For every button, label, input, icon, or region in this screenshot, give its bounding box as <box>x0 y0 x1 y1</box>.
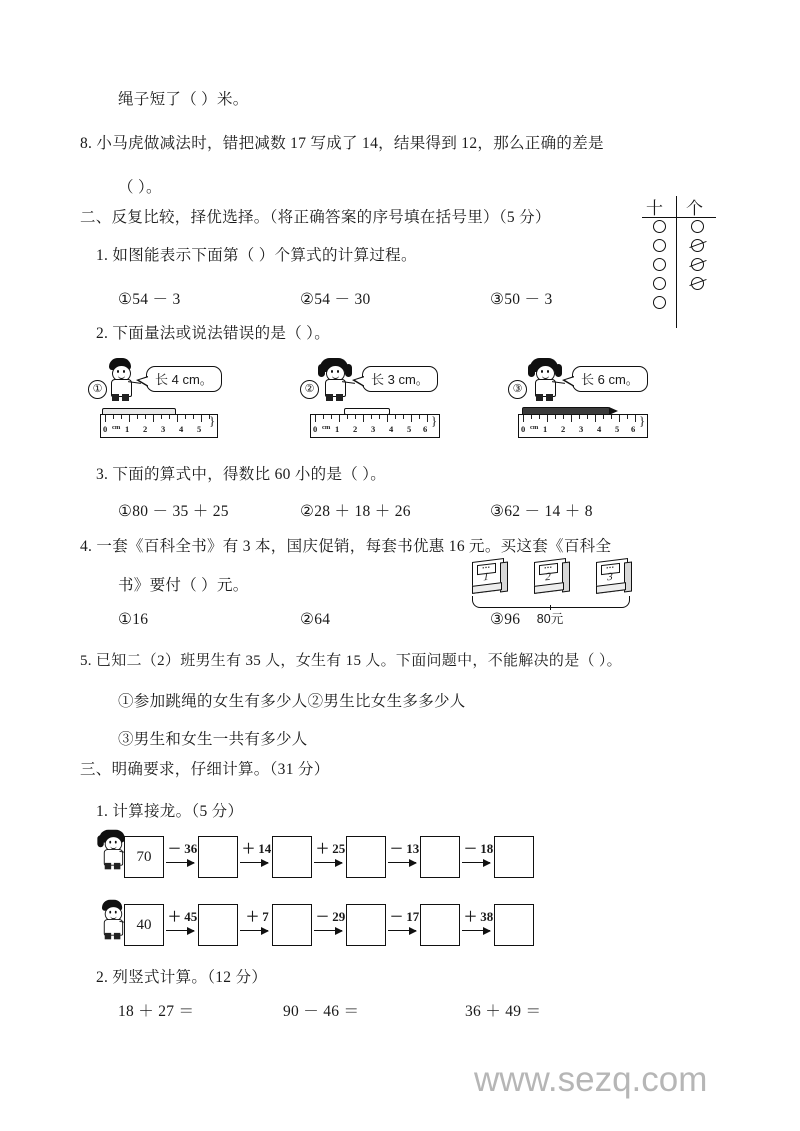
leg-left <box>536 394 543 401</box>
q3-option-1: ①80 － 35 ＋ 25 <box>118 503 229 520</box>
q7-tail-text: 绳子短了（ ）米。 <box>118 91 249 108</box>
tens-circle <box>653 239 666 252</box>
chain-start-box: 40 <box>124 904 164 946</box>
measure-illustration-1 <box>88 352 238 448</box>
ruler-torn-edge-3: } <box>639 416 646 428</box>
q4-stem-line2: 书》要付（ ）元。 <box>118 577 249 594</box>
ruler-label: 3 <box>579 424 584 434</box>
ruler-label: 3 <box>161 424 166 434</box>
ones-header-label: 个 <box>686 199 703 218</box>
place-value-horizontal-rule <box>642 217 716 218</box>
place-value-vertical-rule <box>676 196 677 328</box>
ruler-torn-edge-1: } <box>209 416 216 428</box>
eye-right <box>337 370 340 373</box>
ruler-torn-edge-2: } <box>431 416 438 428</box>
illustration-index-3: ③ <box>508 380 527 399</box>
book-item <box>594 560 630 594</box>
ruler-labels-3 <box>519 424 647 437</box>
ruler-2 <box>310 414 440 438</box>
q4-option-2: ②64 <box>300 611 331 628</box>
chain-operation: ＋ 45 <box>168 909 198 924</box>
chain-operation: － 29 <box>316 909 346 924</box>
book-window: ▪▪▪ <box>539 563 558 575</box>
ruler-label: 2 <box>353 424 358 434</box>
chain-answer-box[interactable] <box>494 836 534 878</box>
chain-arrow <box>314 862 342 863</box>
chain-operation: ＋ 25 <box>316 841 346 856</box>
ruler-ticks-2 <box>311 415 439 424</box>
s3-q2-equation-1: 18 ＋ 27 ＝ <box>118 1003 195 1020</box>
ruler-label: 6 <box>423 424 428 434</box>
book-item <box>532 560 568 594</box>
chain-operation: ＋ 7 <box>246 909 269 924</box>
pigtail-left <box>318 364 325 377</box>
ruler-labels-1 <box>101 424 217 437</box>
calculation-chain-2 <box>124 904 494 948</box>
ruler-label: cm <box>112 424 121 431</box>
chain-operation: － 13 <box>390 841 420 856</box>
chain-operation: ＋ 38 <box>464 909 494 924</box>
pigtail-left <box>528 364 535 377</box>
ruler-label: 4 <box>179 424 184 434</box>
chain-answer-box[interactable] <box>272 836 312 878</box>
q1-stem: 1. 如图能表示下面第（ ）个算式的计算过程。 <box>96 247 417 264</box>
tens-circle <box>653 277 666 290</box>
chain-operation: － 17 <box>390 909 420 924</box>
chain-answer-box[interactable] <box>420 836 460 878</box>
eye-right <box>123 370 126 373</box>
q5-options-line2: ③男生和女生一共有多少人 <box>118 731 308 748</box>
ruler-label: cm <box>322 424 331 431</box>
speech-bubble-2 <box>362 366 438 392</box>
q3-stem: 3. 下面的算式中，得数比 60 小的是（ ）。 <box>96 466 387 483</box>
speech-text-3: 长 6 cm。 <box>581 372 639 387</box>
q1-option-3: ③50 － 3 <box>490 291 553 308</box>
place-value-header <box>642 196 716 218</box>
book-item <box>470 560 506 594</box>
chain-arrow <box>166 930 194 931</box>
q2-stem: 2. 下面量法或说法错误的是（ ）。 <box>96 325 331 342</box>
leg-right <box>114 863 120 869</box>
ruler-label: 0 <box>313 424 318 434</box>
speech-text-2: 长 3 cm。 <box>371 372 429 387</box>
eye-right <box>114 841 116 844</box>
q5-stem: 5. 已知二（2）班男生有 35 人，女生有 15 人。下面问题中，不能解决的是（ ）。 <box>80 653 622 669</box>
chain-answer-box[interactable] <box>198 904 238 946</box>
chain-arrow <box>462 862 490 863</box>
ones-circle-crossed <box>691 277 704 290</box>
calculation-chain-1 <box>124 836 494 880</box>
s3-q2-equation-3: 36 ＋ 49 ＝ <box>465 1003 542 1020</box>
q4-option-3: ③96 <box>490 611 521 628</box>
q1-option-1: ①54 － 3 <box>118 291 181 308</box>
book-window: ▪▪▪ <box>477 563 496 575</box>
illustration-index-1: ① <box>88 380 107 399</box>
ones-circle <box>691 220 704 233</box>
tens-column <box>644 220 674 315</box>
ruler-label: cm <box>530 424 539 431</box>
section-three-heading: 三、明确要求，仔细计算。（31 分） <box>80 761 330 778</box>
ruler-label: 4 <box>597 424 602 434</box>
ruler-ticks-1 <box>101 415 217 424</box>
chain-start-box: 70 <box>124 836 164 878</box>
speech-bubble-1 <box>146 366 222 392</box>
eye-left <box>109 841 111 844</box>
ruler-labels-2 <box>311 424 439 437</box>
chain-arrow <box>166 862 194 863</box>
place-value-table <box>642 196 716 328</box>
ruler-label: 1 <box>125 424 130 434</box>
ruler-label: 0 <box>103 424 108 434</box>
s3-q1-stem: 1. 计算接龙。（5 分） <box>96 803 244 820</box>
eye-right <box>547 370 550 373</box>
ruler-label: 5 <box>407 424 412 434</box>
chain-answer-box[interactable] <box>346 904 386 946</box>
chain-arrow <box>388 930 416 931</box>
q5-options-line1: ①参加跳绳的女生有多少人②男生比女生多多少人 <box>118 693 466 710</box>
measure-illustration-2 <box>300 352 460 448</box>
chain-answer-box[interactable] <box>346 836 386 878</box>
eye-left <box>117 370 120 373</box>
leg-right <box>114 933 120 939</box>
q8-line2: （ ）。 <box>118 179 162 196</box>
q3-option-2: ②28 ＋ 18 ＋ 26 <box>300 503 411 520</box>
chain-arrow <box>240 862 268 863</box>
ruler-1 <box>100 414 218 438</box>
q4-option-1: ①16 <box>118 611 149 628</box>
speech-bubble-3 <box>572 366 648 392</box>
speech-text-1: 长 4 cm。 <box>155 372 213 387</box>
ruler-label: 3 <box>371 424 376 434</box>
ruler-label: 2 <box>561 424 566 434</box>
eye-right <box>114 911 116 914</box>
eye-left <box>541 370 544 373</box>
tens-header-label: 十 <box>646 199 663 218</box>
leg-left <box>105 933 111 939</box>
site-watermark: www.sezq.com <box>474 1060 708 1099</box>
book-window: ▪▪▪ <box>601 563 620 575</box>
q1-option-2: ②54 － 30 <box>300 291 371 308</box>
s3-q2-equation-2: 90 － 46 ＝ <box>283 1003 360 1020</box>
leg-left <box>105 863 111 869</box>
ruler-label: 5 <box>615 424 620 434</box>
ones-circle-crossed <box>691 258 704 271</box>
ruler-label: 6 <box>631 424 636 434</box>
ruler-label: 5 <box>197 424 202 434</box>
tens-circle <box>653 258 666 271</box>
measure-illustration-3 <box>508 352 668 448</box>
ruler-3 <box>518 414 648 438</box>
chain-operation: － 36 <box>168 841 198 856</box>
eye-left <box>331 370 334 373</box>
chain-arrow <box>240 930 268 931</box>
s3-q2-stem: 2. 列竖式计算。（12 分） <box>96 969 268 986</box>
section-two-heading: 二、反复比较，择优选择。（将正确答案的序号填在括号里）（5 分） <box>80 209 551 226</box>
eye-left <box>109 911 111 914</box>
q4-stem-line1: 4. 一套《百科全书》有 3 本，国庆促销，每套书优惠 16 元。买这套《百科全 <box>80 538 612 555</box>
ones-circle-crossed <box>691 239 704 252</box>
girl-figure-2 <box>318 358 352 402</box>
chain-answer-box[interactable] <box>494 904 534 946</box>
chain-arrow <box>462 930 490 931</box>
price-brace <box>472 596 630 608</box>
illustration-index-2: ② <box>300 380 319 399</box>
tens-circle <box>653 296 666 309</box>
leg-right <box>122 394 129 401</box>
books-illustration <box>470 560 660 626</box>
book-number: 1 <box>483 570 489 584</box>
chain-answer-box[interactable] <box>420 904 460 946</box>
ruler-label: 0 <box>521 424 526 434</box>
girl-figure-3 <box>528 358 562 402</box>
chain-operation: － 18 <box>464 841 494 856</box>
book-number: 2 <box>545 570 551 584</box>
chain-arrow <box>388 862 416 863</box>
book-number: 3 <box>607 570 613 584</box>
ruler-label: 4 <box>389 424 394 434</box>
leg-right <box>336 394 343 401</box>
leg-left <box>112 394 119 401</box>
pigtail-right <box>345 364 352 377</box>
chain-answer-box[interactable] <box>272 904 312 946</box>
chain-answer-box[interactable] <box>198 836 238 878</box>
pigtail-left <box>97 835 103 847</box>
tens-circle <box>653 220 666 233</box>
ruler-ticks-3 <box>519 415 647 424</box>
chain-operation: ＋ 14 <box>242 841 272 856</box>
ruler-label: 1 <box>335 424 340 434</box>
q8-line1: 8. 小马虎做减法时，错把减数 17 写成了 14，结果得到 12，那么正确的差是 <box>80 135 604 152</box>
leg-left <box>326 394 333 401</box>
chain-arrow <box>314 930 342 931</box>
ruler-label: 2 <box>143 424 148 434</box>
ones-column <box>682 220 712 296</box>
price-label: 80元 <box>536 612 564 626</box>
pigtail-right <box>555 364 562 377</box>
leg-right <box>546 394 553 401</box>
ruler-label: 1 <box>543 424 548 434</box>
q3-option-3: ③62 － 14 ＋ 8 <box>490 503 593 520</box>
boy-figure-1 <box>104 358 138 402</box>
